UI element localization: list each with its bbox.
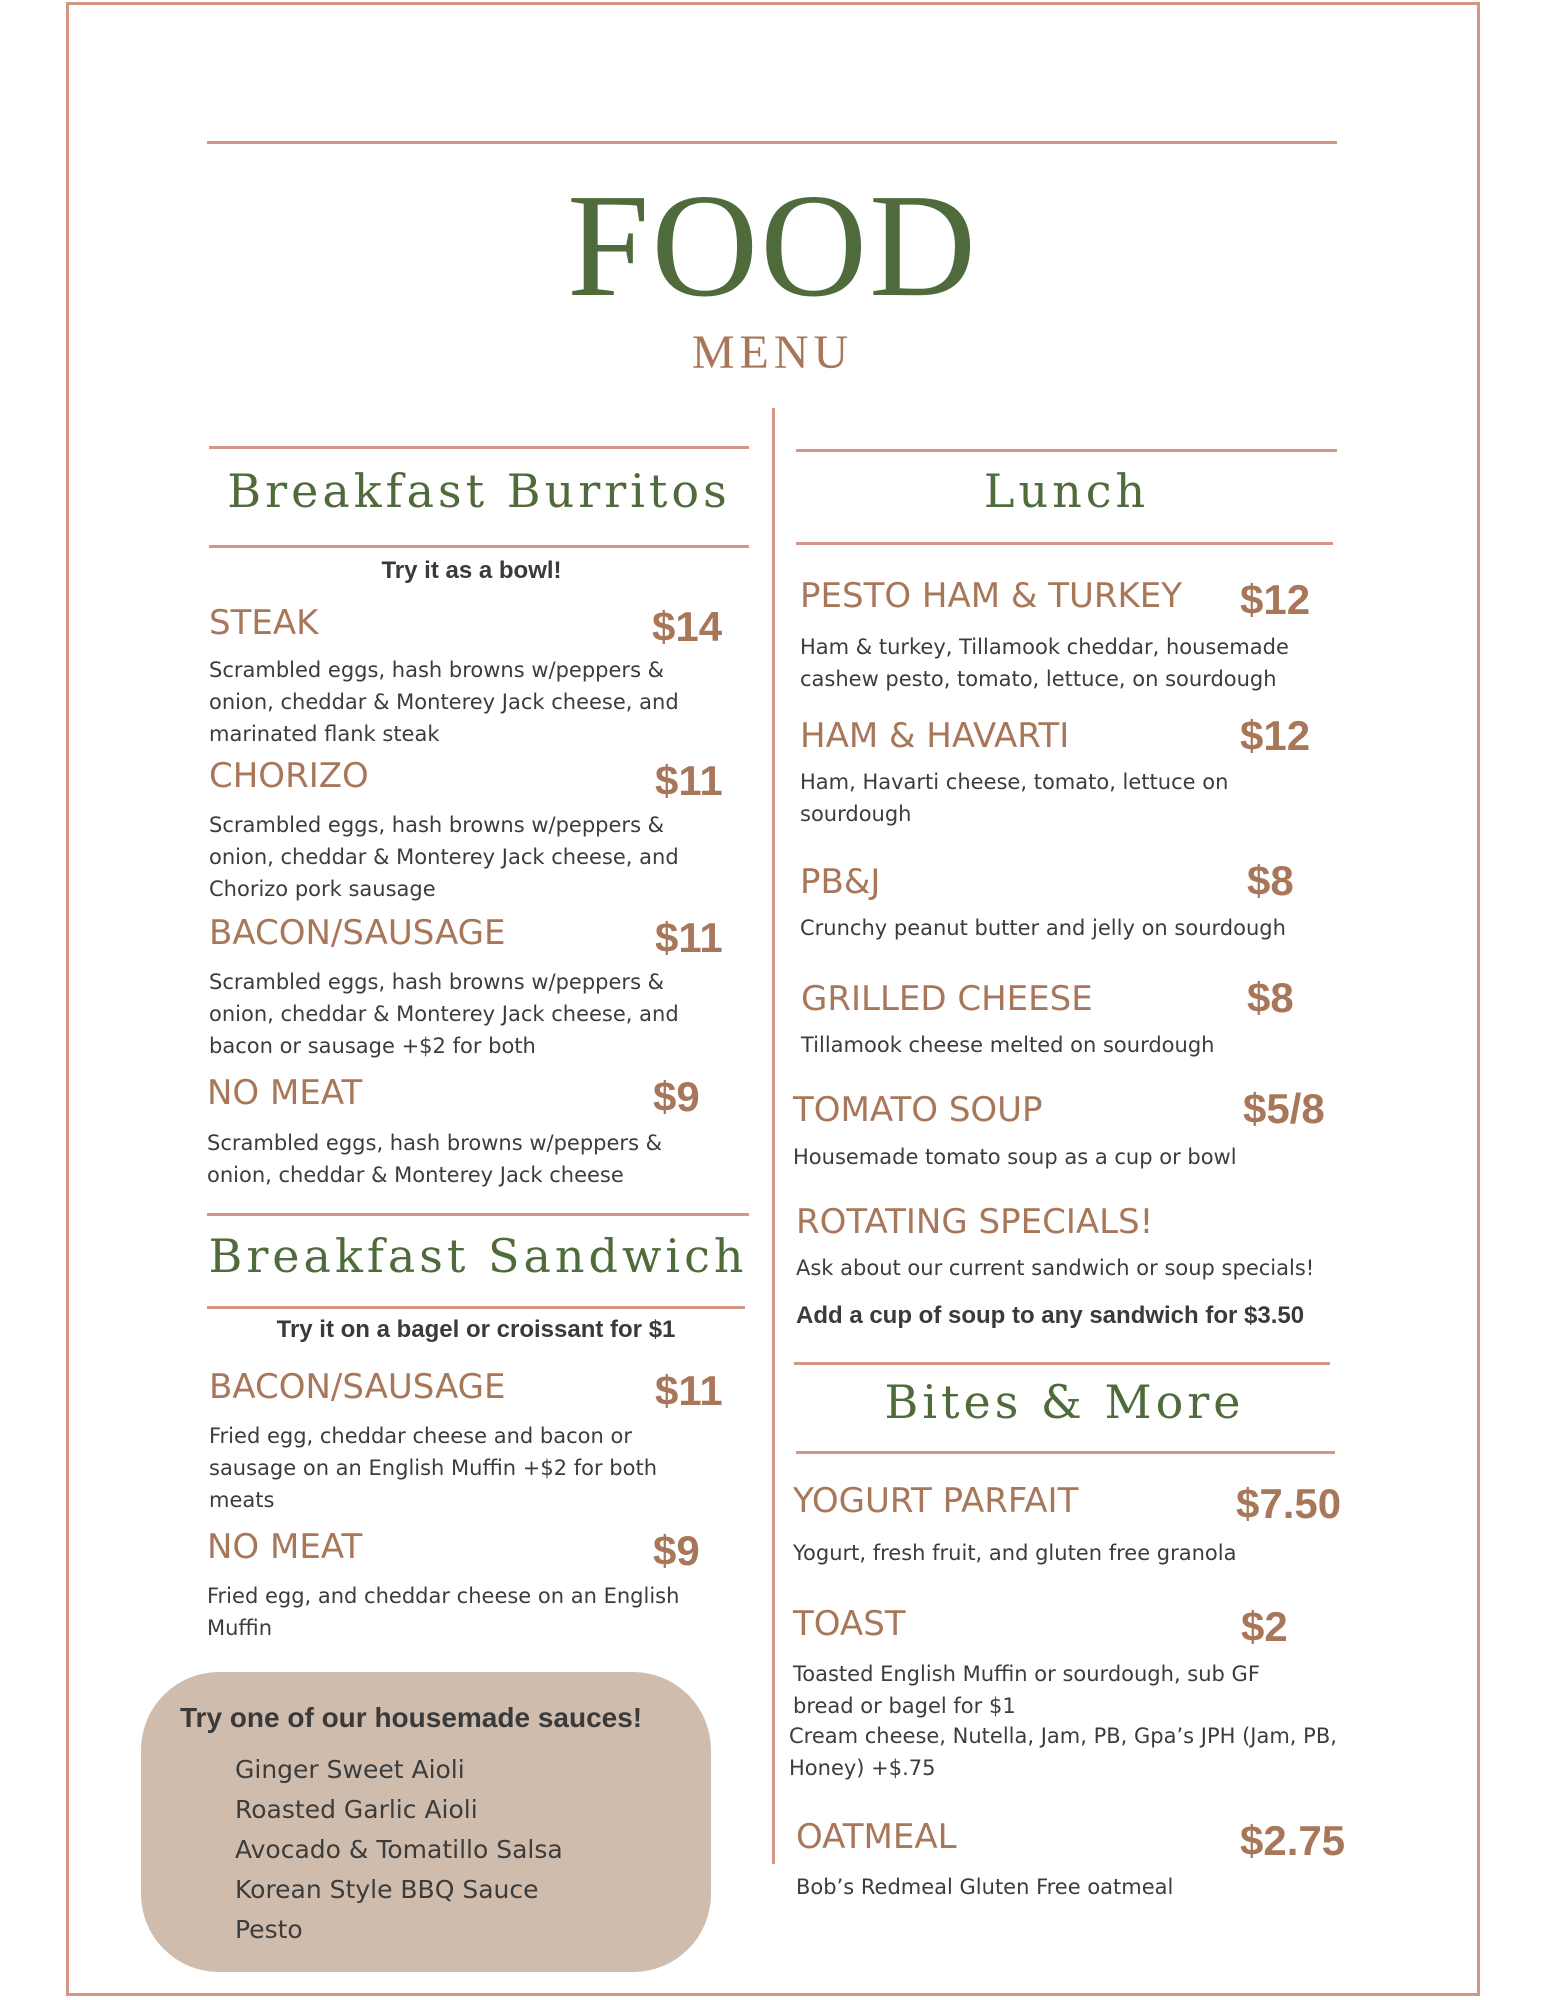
item-price: $12 xyxy=(1240,712,1311,759)
burritos-heading: Breakfast Burritos xyxy=(227,464,731,518)
item-price: $5/8 xyxy=(1243,1085,1325,1132)
item-name: CHORIZO xyxy=(209,756,369,796)
lunch-heading: Lunch xyxy=(983,464,1150,518)
item-description: Crunchy peanut butter and jelly on sourdough xyxy=(800,916,1286,940)
sauce-item: Ginger Sweet Aioli xyxy=(235,1755,465,1784)
soup-addon-note: Add a cup of soup to any sandwich for $3.50 xyxy=(796,1302,1305,1329)
item-name: HAM & HAVARTI xyxy=(800,716,1070,756)
item-name: GRILLED CHEESE xyxy=(801,979,1093,1019)
item-name: BACON/SAUSAGE xyxy=(209,913,506,953)
item-description: Tillamook cheese melted on sourdough xyxy=(801,1033,1215,1057)
item-description: Ask about our current sandwich or soup specials! xyxy=(796,1256,1315,1280)
item-price: $11 xyxy=(655,757,723,804)
item-price: $8 xyxy=(1247,857,1294,904)
item-description: Ham, Havarti cheese, tomato, lettuce on sourdough xyxy=(800,770,1229,826)
sauce-item: Korean Style BBQ Sauce xyxy=(235,1875,539,1904)
item-description: Bob’s Redmeal Gluten Free oatmeal xyxy=(796,1875,1174,1899)
item-price: $11 xyxy=(655,914,723,961)
item-price: $9 xyxy=(653,1073,700,1120)
item-description: Ham & turkey, Tillamook cheddar, housemade cashew pesto, tomato, lettuce, on sourdough xyxy=(800,635,1289,691)
sandwich-note: Try it on a bagel or croissant for $1 xyxy=(276,1316,676,1343)
item-price: $2.75 xyxy=(1240,1817,1346,1864)
item-description: Fried egg, and cheddar cheese on an English Muffin xyxy=(207,1584,680,1640)
burritos-top-rule xyxy=(209,446,749,449)
item-description: Scrambled eggs, hash browns w/peppers & onion, cheddar & Monterey Jack cheese xyxy=(207,1131,663,1187)
item-name: STEAK xyxy=(209,603,319,643)
burritos-bottom-rule xyxy=(209,545,749,548)
sauce-item: Pesto xyxy=(235,1915,303,1944)
item-price: $8 xyxy=(1247,974,1294,1021)
sauce-item: Roasted Garlic Aioli xyxy=(235,1795,478,1824)
item-price: $11 xyxy=(655,1367,723,1414)
item-description: Toasted English Muffin or sourdough, sub GF bread or bagel for $1 xyxy=(793,1662,1260,1718)
item-name: YOGURT PARFAIT xyxy=(793,1481,1079,1521)
item-price: $9 xyxy=(653,1527,700,1574)
bites-bottom-rule xyxy=(796,1451,1335,1454)
item-name: NO MEAT xyxy=(207,1073,363,1113)
item-description: Fried egg, cheddar cheese and bacon or sausage on an English Muffin +$2 for both meats xyxy=(209,1424,658,1512)
lunch-top-rule xyxy=(796,449,1337,452)
header-top-rule xyxy=(207,141,1337,144)
item-price: $14 xyxy=(652,603,723,650)
item-name: OATMEAL xyxy=(796,1817,957,1857)
item-name: TOAST xyxy=(793,1604,906,1644)
column-divider xyxy=(772,408,775,1864)
item-price: $7.50 xyxy=(1236,1480,1342,1527)
sandwich-heading: Breakfast Sandwich xyxy=(208,1229,748,1283)
item-name: BACON/SAUSAGE xyxy=(209,1367,506,1407)
menu-title: FOOD xyxy=(567,164,978,328)
item-price: $2 xyxy=(1241,1603,1288,1650)
sauce-title: Try one of our housemade sauces! xyxy=(180,1702,643,1733)
item-description: Scrambled eggs, hash browns w/peppers & onion, cheddar & Monterey Jack cheese, and bacon or sausage +$2 for both xyxy=(209,970,679,1058)
item-price: $12 xyxy=(1240,576,1311,623)
item-description: Yogurt, fresh fruit, and gluten free granola xyxy=(793,1541,1237,1565)
item-name: TOMATO SOUP xyxy=(793,1090,1043,1130)
sauce-item: Avocado & Tomatillo Salsa xyxy=(235,1835,563,1864)
sandwich-top-rule xyxy=(207,1213,749,1216)
lunch-bottom-rule xyxy=(796,542,1333,545)
item-name: ROTATING SPECIALS! xyxy=(796,1202,1154,1242)
item-name: PESTO HAM & TURKEY xyxy=(800,576,1183,616)
bites-top-rule xyxy=(794,1362,1330,1365)
item-description: Scrambled eggs, hash browns w/peppers & onion, cheddar & Monterey Jack cheese, and marinated flank steak xyxy=(209,658,679,746)
toast-toppings: Cream cheese, Nutella, Jam, PB, Gpa’s JPH (Jam, PB, Honey) +$.75 xyxy=(789,1724,1337,1780)
menu-subtitle: MENU xyxy=(691,326,854,379)
item-description: Scrambled eggs, hash browns w/peppers & onion, cheddar & Monterey Jack cheese, and Chorizo pork sausage xyxy=(209,813,679,901)
burritos-note: Try it as a bowl! xyxy=(381,557,562,584)
item-name: NO MEAT xyxy=(207,1527,363,1567)
item-name: PB&J xyxy=(800,862,881,902)
sandwich-bottom-rule xyxy=(207,1306,745,1309)
item-description: Housemade tomato soup as a cup or bowl xyxy=(793,1145,1237,1169)
bites-heading: Bites & More xyxy=(884,1375,1245,1429)
